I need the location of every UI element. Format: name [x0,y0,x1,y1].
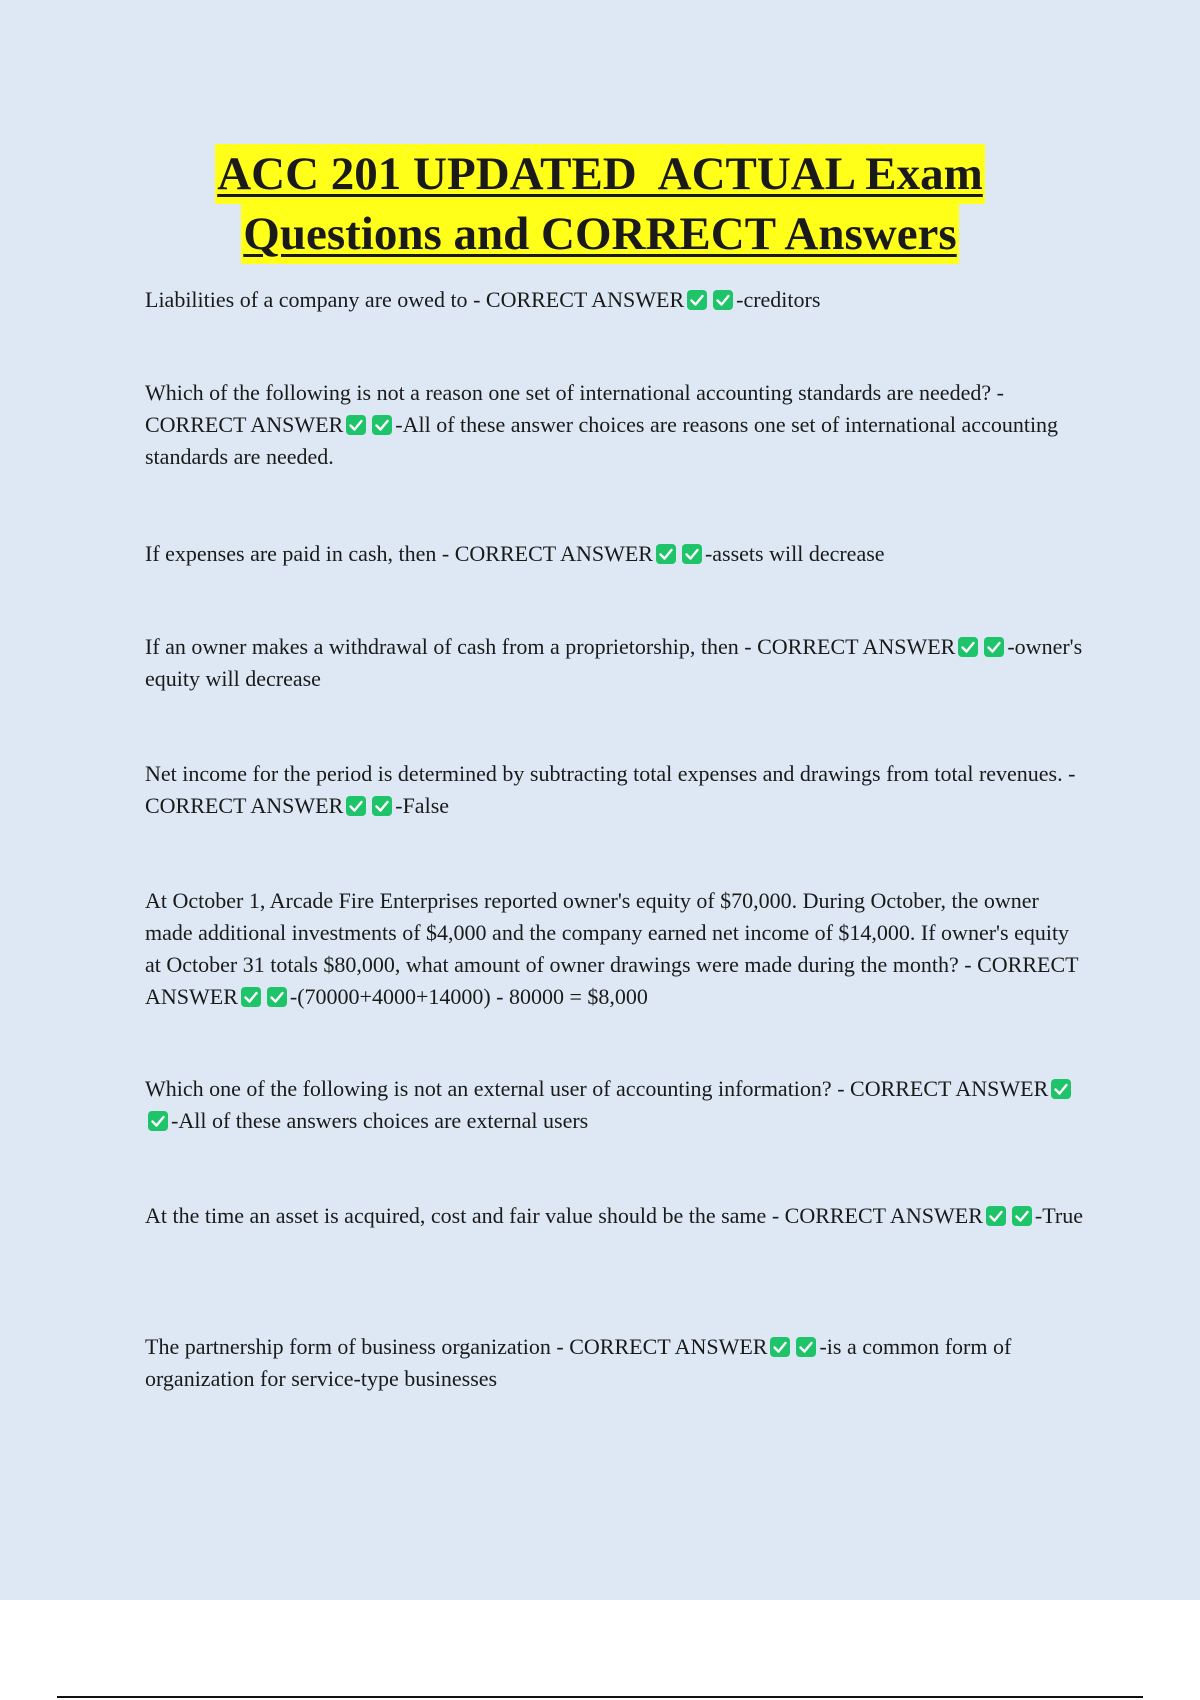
qa-item-1 [145,284,1090,316]
question-text: At the time an asset is acquired, cost and fair value should be the same [145,1203,767,1228]
check-mark-icon [985,1205,1007,1227]
qa-item-3 [145,538,1090,570]
answer-text: -is a common form of organization for service-type businesses [145,1334,1012,1391]
question-text: The partnership form of business organization [145,1334,551,1359]
check-mark-icon [655,543,677,565]
question-text: If expenses are paid in cash, then [145,541,437,566]
check-mark-icon [795,1336,817,1358]
check-mark-icon [769,1336,791,1358]
page-title [0,144,1200,264]
footer-rule [57,1696,1143,1698]
qa-item-7 [145,1073,1090,1137]
qa-item-9 [145,1331,1090,1395]
qa-item-2 [145,377,1090,473]
answer-text: -assets will decrease [704,541,885,566]
answer-marker: - CORRECT ANSWER [550,1334,768,1359]
question-text: Which one of the following is not an external user of accounting information? [145,1076,832,1101]
check-mark-icon [712,289,734,311]
answer-text: -All of these answers choices are external users [171,1108,589,1133]
check-mark-icon [983,636,1005,658]
check-mark-icon [1050,1078,1072,1100]
check-mark-icon [686,289,708,311]
answer-text: -All of these answer choices are reasons one set of international accounting standards are needed. [145,412,1059,469]
check-mark-icon [1011,1205,1033,1227]
answer-marker: - CORRECT ANSWER [467,287,685,312]
answer-text: -creditors [736,287,821,312]
check-mark-icon [345,795,367,817]
answer-marker: - CORRECT ANSWER [145,761,1076,818]
answer-marker: - CORRECT ANSWER [738,634,956,659]
qa-item-8 [145,1200,1090,1232]
title-line-2: Questions and CORRECT Answers [241,204,958,264]
qa-item-4 [145,631,1090,695]
answer-text: -True [1034,1203,1083,1228]
qa-item-5 [145,758,1090,822]
question-text: If an owner makes a withdrawal of cash from a proprietorship, then [145,634,739,659]
check-mark-icon [371,414,393,436]
check-mark-icon [266,986,288,1008]
answer-text: -(70000+4000+14000) - 80000 = $8,000 [289,984,648,1009]
check-mark-icon [681,543,703,565]
answer-marker: - CORRECT ANSWER [766,1203,983,1228]
question-text: Liabilities of a company are owed to [145,287,468,312]
answer-marker: - CORRECT ANSWER [145,952,1079,1009]
qa-item-6 [145,885,1090,1013]
title-line-1: ACC 201 UPDATED ACTUAL Exam [215,144,985,204]
question-text: Net income for the period is determined by subtracting total expenses and drawings from total revenues. [145,761,1063,786]
question-text: Which of the following is not a reason one set of international accounting standards are needed? [145,380,992,405]
answer-text: -False [395,793,450,818]
check-mark-icon [957,636,979,658]
check-mark-icon [147,1110,169,1132]
answer-marker: - CORRECT ANSWER [145,380,1004,437]
answer-text: -owner's equity will decrease [145,634,1083,691]
check-mark-icon [345,414,367,436]
answer-marker: - CORRECT ANSWER [831,1076,1049,1101]
question-text: At October 1, Arcade Fire Enterprises reported owner's equity of $70,000. During October, the owner made additional investments of $4,000 and the company earned net income of $14,000. If owner's equity at October 31 totals $80,000, what amount of owner drawings were made during the month? [145,888,1070,977]
check-mark-icon [240,986,262,1008]
answer-marker: - CORRECT ANSWER [436,541,653,566]
check-mark-icon [371,795,393,817]
